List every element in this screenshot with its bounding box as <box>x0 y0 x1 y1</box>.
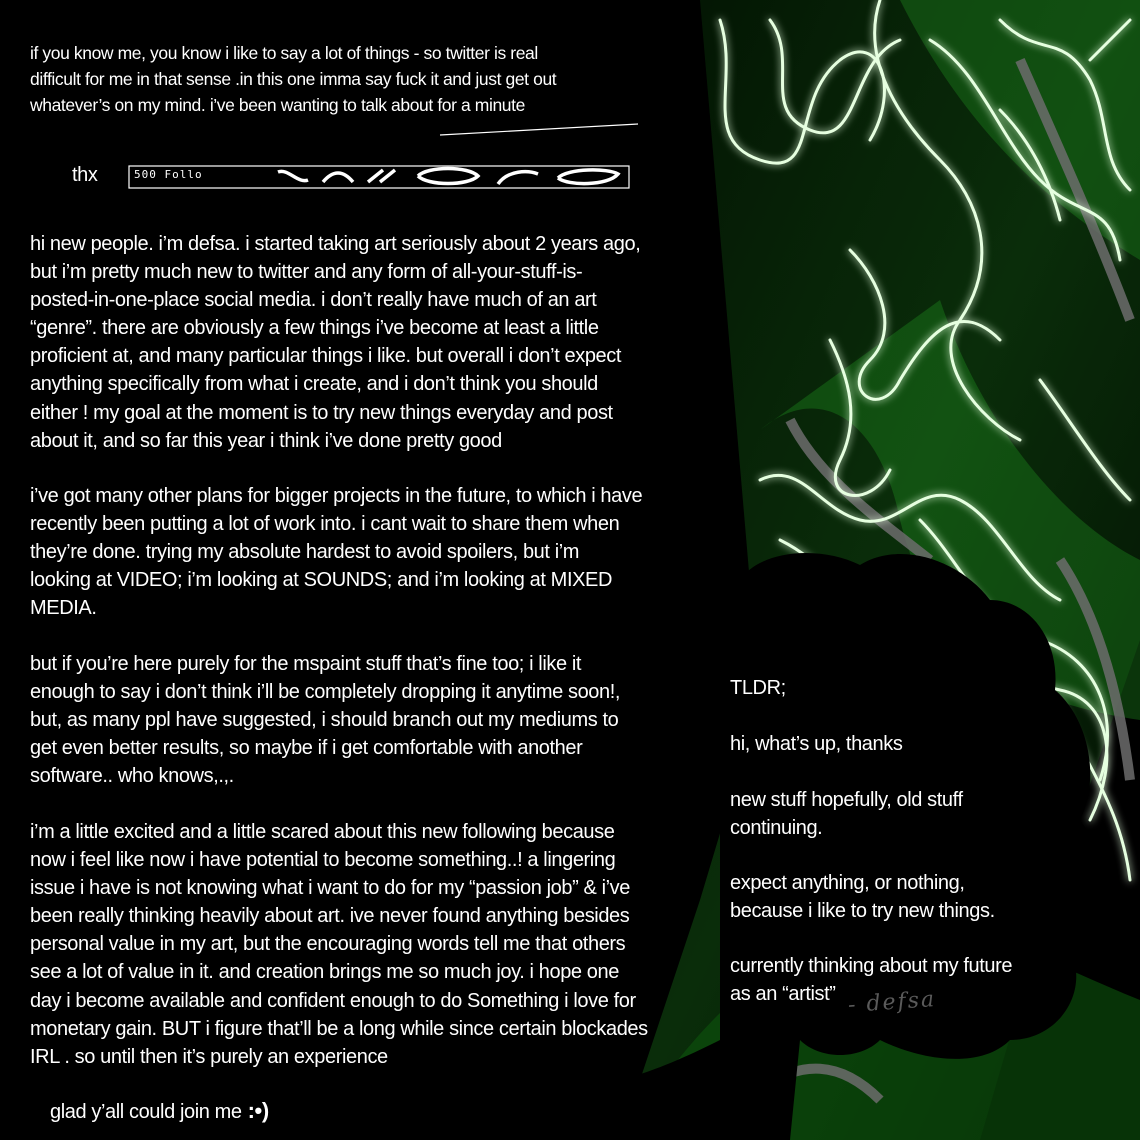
followers-banner-graphic <box>128 164 633 190</box>
paragraph-plans <box>30 482 730 622</box>
paragraph-line: they’re done. trying my absolute hardest to avoid spoilers, but i’m <box>30 541 580 564</box>
paragraph-line: proficient at, and many particular things i like. but overall i don’t expect <box>30 345 622 368</box>
paragraph-line: but, as many ppl have suggested, i should branch out my mediums to <box>30 709 619 732</box>
paragraph-line: now i feel like now i have potential to become something..! a lingering <box>30 849 616 872</box>
intro-text <box>30 40 670 118</box>
intro-line: whatever’s on my mind. i’ve been wanting to talk about for a minute <box>30 95 525 115</box>
banner-small-text: 500 Follo <box>134 168 203 181</box>
paragraph-line: posted-in-one-place social media. i don’t really have much of an art <box>30 289 597 312</box>
paragraph-line: issue i have is not knowing what i want to do for my “passion job” & i’ve <box>30 877 630 900</box>
paragraph-line: monetary gain. BUT i figure that’ll be a long while since certain blockades <box>30 1017 648 1040</box>
paragraph-mspaint <box>30 650 730 790</box>
tldr-item <box>730 869 1090 925</box>
thx-label: thx <box>72 164 98 186</box>
paragraph-line: i’m a little excited and a little scared about this new following because <box>30 821 615 843</box>
paragraph-line: IRL . so until then it’s purely an experience <box>30 1045 388 1068</box>
paragraph-line: personal value in my art, but the encouraging words tell me that others <box>30 933 626 956</box>
paragraph-line: i’ve got many other plans for bigger projects in the future, to which i have <box>30 485 643 507</box>
paragraph-line: anything specifically from what i create, and i don’t think you should <box>30 373 598 396</box>
tldr-title: TLDR; <box>730 677 786 699</box>
signature: - defsa <box>847 986 937 1019</box>
paragraph-intro <box>30 230 730 455</box>
paragraph-line: but if you’re here purely for the mspaint stuff that’s fine too; i like it <box>30 653 582 675</box>
tldr-line: new stuff hopefully, old stuff <box>730 789 963 811</box>
closing-text: glad y’all could join me <box>50 1101 242 1123</box>
paragraph-line: either ! my goal at the moment is to try new things everyday and post <box>30 401 613 424</box>
paragraph-line: about it, and so far this year i think i’ve done pretty good <box>30 429 502 452</box>
intro-line: if you know me, you know i like to say a lot of things - so twitter is real <box>30 43 538 63</box>
tldr-item <box>730 730 1090 758</box>
paragraph-line: “genre”. there are obviously a few things i’ve become at least a little <box>30 317 599 340</box>
smiley-emoticon: :•) <box>247 1098 269 1123</box>
tldr-line: expect anything, or nothing, <box>730 872 965 894</box>
tldr-line: continuing. <box>730 817 823 839</box>
tldr-line: currently thinking about my future <box>730 955 1013 977</box>
intro-line: difficult for me in that sense .in this one imma say fuck it and just get out <box>30 69 557 89</box>
paragraph-line: get even better results, so maybe if i get comfortable with another <box>30 737 583 760</box>
paragraph-line: software.. who knows,.,. <box>30 765 234 788</box>
tldr-item <box>730 786 1090 842</box>
tldr-line: as an “artist” <box>730 983 836 1005</box>
tldr-line: because i like to try new things. <box>730 900 995 922</box>
tldr-line: hi, what’s up, thanks <box>730 733 903 755</box>
paragraph-line: enough to say i don’t think i’ll be completely dropping it anytime soon!, <box>30 681 621 704</box>
paragraph-line: see a lot of value in it. and creation brings me so much joy. i hope one <box>30 961 619 984</box>
paragraph-line: but i’m pretty much new to twitter and any form of all-your-stuff-is- <box>30 261 583 284</box>
paragraph-line: recently been putting a lot of work into. i cant wait to share them when <box>30 513 620 536</box>
paragraph-line: looking at VIDEO; i’m looking at SOUNDS; and i’m looking at MIXED <box>30 569 613 592</box>
paragraph-line: day i become available and confident enough to do Something i love for <box>30 989 636 1012</box>
paragraph-future <box>30 818 730 1071</box>
closing-line <box>50 1098 269 1124</box>
paragraph-line: been really thinking heavily about art. ive never found anything besides <box>30 905 630 928</box>
paragraph-line: hi new people. i’m defsa. i started taking art seriously about 2 years ago, <box>30 233 641 255</box>
paragraph-line: MEDIA. <box>30 597 97 620</box>
followers-banner <box>128 164 633 190</box>
